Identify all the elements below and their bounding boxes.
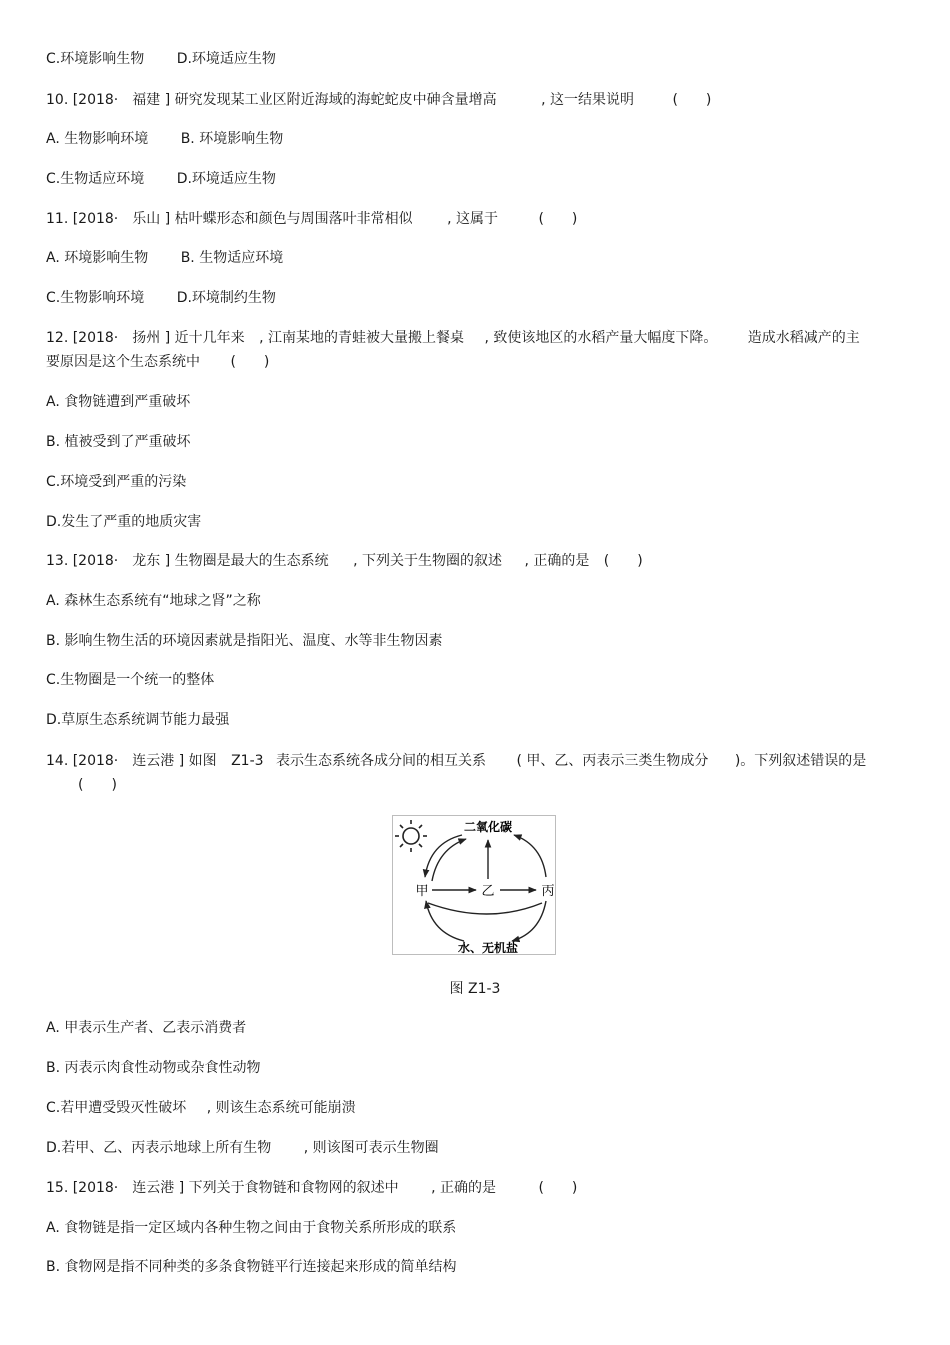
ecosystem-diagram: [392, 815, 556, 955]
q12-stem-line2: [46, 350, 902, 374]
node-yi: 乙: [481, 884, 495, 899]
q14-stem-d: )。下列叙述错误的是: [734, 753, 867, 769]
q13-stem-a: 生物圈是最大的生态系统: [174, 553, 329, 569]
q15-stem-tail: , 正确的是: [431, 1180, 496, 1196]
q12-label: 12. [2018· 扬州 ]: [46, 330, 171, 346]
q10-option-b: B. 环境影响生物: [180, 131, 284, 147]
q10-options-ab: [46, 127, 902, 151]
q14-stem-a: 如图: [188, 753, 217, 769]
q14-stem-b: 表示生态系统各成分间的相互关系: [276, 753, 486, 769]
q14-option-c-tail: , 则该生态系统可能崩溃: [206, 1100, 356, 1116]
q11-option-c: C.生物影响环境: [46, 290, 145, 306]
q12-answer-paren: ( ): [230, 354, 270, 370]
q14-option-a: A. 甲表示生产者、乙表示消费者: [46, 1020, 247, 1036]
q11-option-a: A. 环境影响生物: [46, 250, 149, 266]
q10-stem-tail: , 这一结果说明: [541, 92, 634, 108]
q13-stem: [46, 549, 902, 573]
q14-answer-paren: ( ): [78, 777, 117, 793]
q14-option-d: D.若甲、乙、丙表示地球上所有生物: [46, 1140, 272, 1156]
q15-answer-paren: ( ): [538, 1180, 578, 1196]
q15-stem: [46, 1176, 902, 1200]
q12-option-b: B. 植被受到了严重破坏: [46, 434, 191, 450]
q11-options-ab: [46, 246, 902, 270]
q10-option-c: C.生物适应环境: [46, 171, 145, 187]
q14-option-c: C.若甲遭受毁灭性破坏: [46, 1100, 187, 1116]
q14-option-b: B. 丙表示肉食性动物或杂食性动物: [46, 1060, 261, 1076]
q11-options-cd: [46, 286, 902, 310]
q12-stem-line2-text: 要原因是这个生态系统中: [46, 354, 200, 370]
q13-answer-paren: ( ): [603, 553, 643, 569]
q12-stem-line1: [46, 326, 902, 350]
q11-label: 11. [2018· 乐山 ]: [46, 211, 171, 227]
q12-option-a: A. 食物链遭到严重破坏: [46, 394, 191, 410]
q13-stem-b: , 下列关于生物圈的叙述: [353, 553, 502, 569]
q12-stem-b: , 江南某地的青蛙被大量搬上餐桌: [259, 330, 464, 346]
q14-option-d-tail: , 则该图可表示生物圈: [303, 1140, 439, 1156]
q15-stem-text: 下列关于食物链和食物网的叙述中: [188, 1180, 399, 1196]
q15-option-a: A. 食物链是指一定区域内各种生物之间由于食物关系所形成的联系: [46, 1220, 457, 1236]
q10-stem: [46, 88, 902, 112]
q15-label: 15. [2018· 连云港 ]: [46, 1180, 185, 1196]
q13-option-b: B. 影响生物生活的环境因素就是指阳光、温度、水等非生物因素: [46, 633, 443, 649]
q14-figure-ref: Z1-3: [231, 753, 264, 769]
q13-option-c: C.生物圈是一个统一的整体: [46, 672, 215, 688]
q10-answer-paren: ( ): [672, 92, 712, 108]
q10-options-cd: [46, 167, 902, 191]
q13-option-a: A. 森林生态系统有“地球之肾”之称: [46, 593, 261, 609]
q12-option-c: C.环境受到严重的污染: [46, 474, 187, 490]
q11-option-d: D.环境制约生物: [176, 290, 276, 306]
q13-label: 13. [2018· 龙东 ]: [46, 553, 171, 569]
q11-option-b: B. 生物适应环境: [180, 250, 284, 266]
q13-stem-c: , 正确的是: [524, 553, 590, 569]
q10-stem-text: 研究发现某工业区附近海域的海蛇蛇皮中砷含量增高: [174, 92, 497, 108]
carbon-dioxide-label: 二氧化碳: [463, 820, 513, 834]
q12-option-d: D.发生了严重的地质灾害: [46, 514, 202, 530]
figure-caption: 图 Z1-3: [449, 981, 501, 997]
q12-stem-d: 造成水稻减产的主: [747, 330, 860, 346]
q9-options-cd: [46, 47, 902, 71]
q12-stem-c: , 致使该地区的水稻产量大幅度下降。: [484, 330, 718, 346]
q14-option-c-line: [46, 1096, 902, 1120]
q15-option-b: B. 食物网是指不同种类的多条食物链平行连接起来形成的简单结构: [46, 1259, 457, 1275]
q11-stem-text: 枯叶蝶形态和颜色与周围落叶非常相似: [174, 211, 413, 227]
q14-stem-c: ( 甲、乙、丙表示三类生物成分: [516, 753, 709, 769]
q13-option-d: D.草原生态系统调节能力最强: [46, 712, 230, 728]
water-minerals-label: 水、无机盐: [457, 941, 519, 955]
q10-option-a: A. 生物影响环境: [46, 131, 149, 147]
q14-label: 14. [2018· 连云港 ]: [46, 753, 185, 769]
q10-label: 10. [2018· 福建 ]: [46, 92, 171, 108]
q11-answer-paren: ( ): [538, 211, 578, 227]
node-jia: 甲: [415, 884, 429, 899]
q12-stem-a: 近十几年来: [174, 330, 245, 346]
q9-option-d: D.环境适应生物: [176, 51, 276, 67]
q10-option-d: D.环境适应生物: [176, 171, 276, 187]
q11-stem: [46, 207, 902, 231]
q14-stem-line1: [46, 749, 902, 773]
node-bing: 丙: [541, 884, 555, 899]
q14-option-d-line: [46, 1136, 902, 1160]
q9-option-c: C.环境影响生物: [46, 51, 145, 67]
q11-stem-tail: , 这属于: [447, 211, 498, 227]
